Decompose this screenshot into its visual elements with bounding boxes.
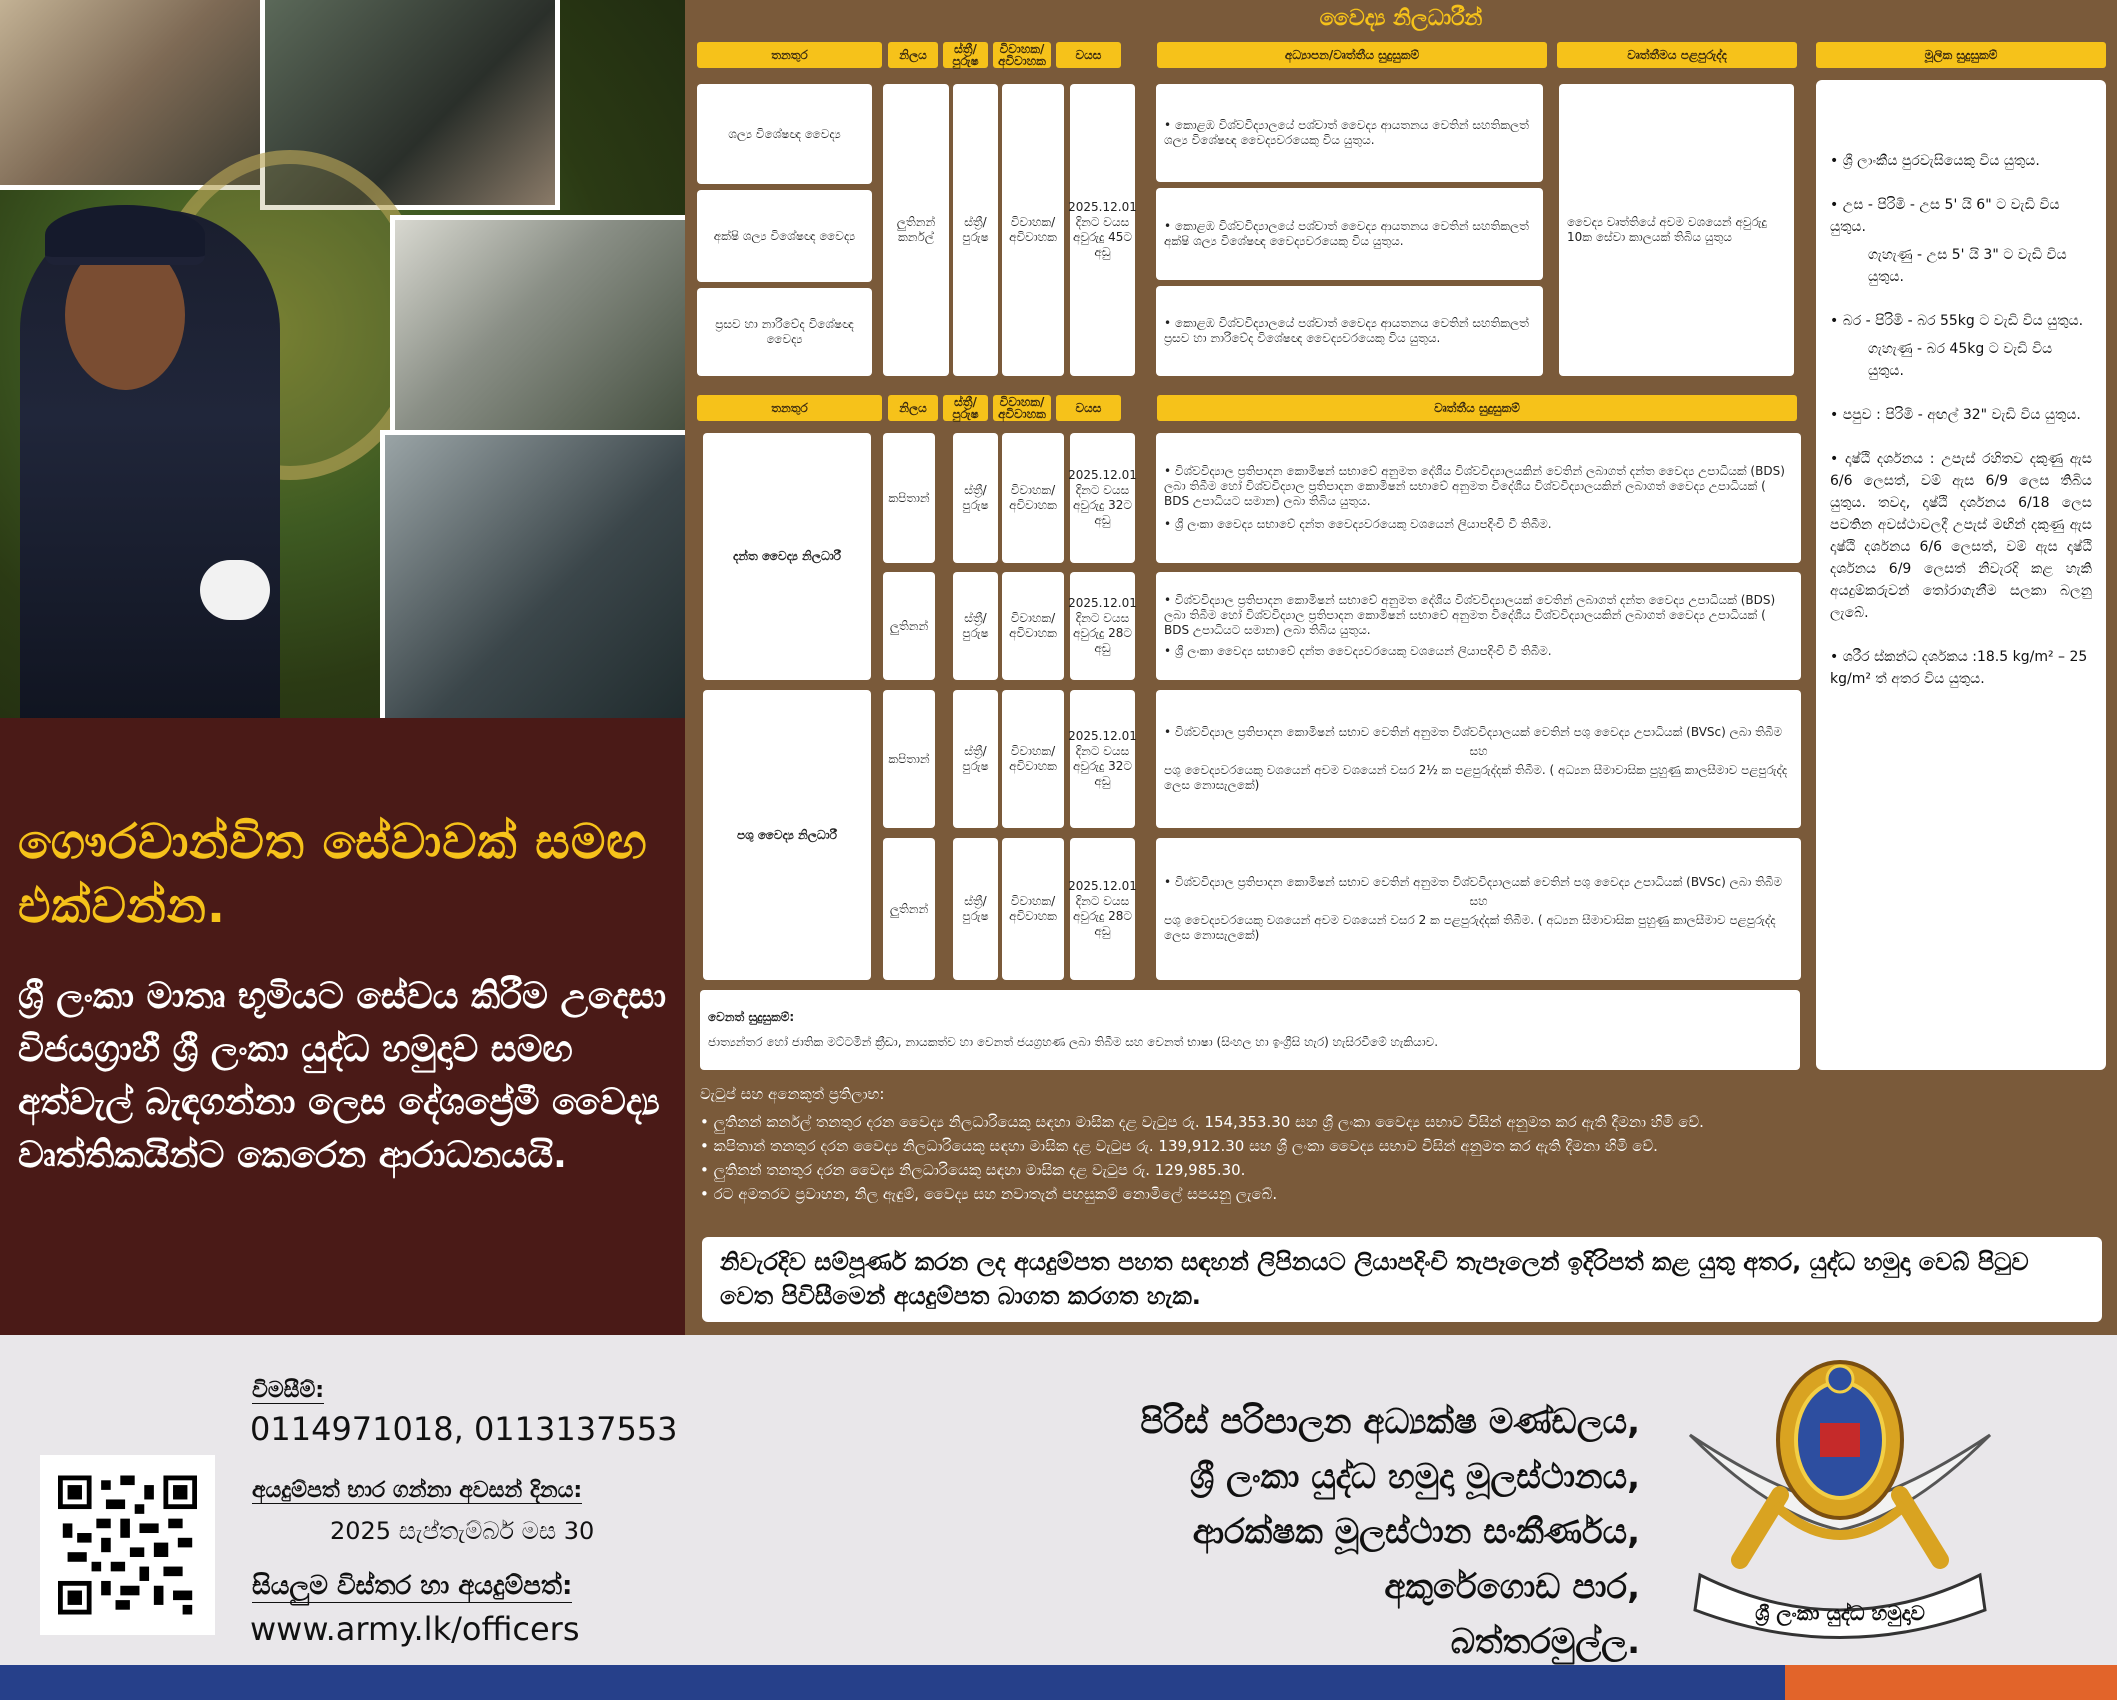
intro-text: ශ්‍රී ලංකා මාතෘ භූමියට සේවය කිරීම උදෙසා විජයග්‍රාහී ශ්‍රී ලංකා යුද්ධ හමුදාව සමඟ අත්වැල් බැඳගන්නා ලෙස දේශප්‍රේමී වෛද්‍ය වෘත්තිකයින්ට කෙරෙන ආරාධනයයි. [18,976,667,1176]
photo-collage [0,0,685,718]
address-line: ආරක්ෂක මූලස්ථාන සංකීර්ණය, [1192,1512,1640,1552]
vet-qual-2-experience: පශු වෛද්‍යවරයෙකු වශයෙන් අවම වශයෙන් වසර 2 ක පළපුරුද්දක් තිබීම. ( අධ්‍යන සීමාවාසික පුහුණු කාලසීමාව පළපුරුද්ද ලෙස නොසැලකේ) [1164,913,1776,942]
army-crest [1660,1345,2020,1655]
salary-item: • රට අමතරව ප්‍රවාහන, නිල ඇඳුම්, වෛද්‍ය සහ නවාතැන් පහසුකම් නොමිලේ සපයනු ලැබේ. [700,1182,2080,1206]
vet-gender-2: ස්ත්‍රී/ පුරුෂ [953,838,998,980]
dental-rank-captain: කපිතාන් [883,433,935,563]
postal-address [1040,1395,1640,1670]
vet-qual-2 [1156,838,1801,980]
t1-experience: වෛද්‍ය වෘත්තියේ අවම වශයෙන් අවුරුදු 10ක සේවා කාලයක් තිබිය යුතුය [1559,84,1794,376]
dental-qual-2-registration: • ශ්‍රී ලංකා වෛද්‍ය සභාවේ දන්ත වෛද්‍යවරයෙකු වශයෙන් ලියාපදිංචි වී තිබීම. [1164,644,1552,658]
officer-white-glove [200,560,270,620]
dental-age-1: 2025.12.01 දිනට වයස අවුරුදු 32ට අඩු [1070,433,1135,563]
t1-gender: ස්ත්‍රී/ පුරුෂ [953,84,998,376]
basic-weight-male: • බර - පිරිමි - බර 55kg ට වැඩි විය යුතුය. [1830,313,2084,329]
bottom-bar-accent [1785,1665,2117,1700]
dental-age-2: 2025.12.01 දිනට වයස අවුරුදු 28ට අඩු [1070,572,1135,680]
t1-header-age: වයස [1056,42,1121,68]
crest-motto: ශ්‍රී ලංකා යුද්ධ හමුදාව [1755,1601,1925,1625]
officer-cap [45,205,205,265]
dental-qual-1-registration: • ශ්‍රී ලංකා වෛද්‍ය සභාවේ දන්ත වෛද්‍යවරයෙකු වශයෙන් ලියාපදිංචි වී තිබීම. [1164,517,1552,531]
salary-list [700,1110,2080,1206]
t1-header-rank: නිලය [888,42,938,68]
other-qualifications-text: ජාත්‍යන්තර හෝ ජාතික මට්ටමින් ක්‍රීඩා, නායකත්ව හා වෙනත් ජයග්‍රහණ ලබා තිබීම සහ වෙනත් භාෂා (සිංහල හා ඉංග්‍රීසි හැර) හැසිරවීමේ හැකියාව. [708,1035,1439,1049]
t1-rank: ලුතිනන් කර්නල් [883,84,949,376]
details-label: සියලුම විස්තර හා අයදුම්පත්: [252,1571,573,1601]
section-title: වෛද්‍ය නිලධාරීන් [1319,6,1483,31]
vet-age-1: 2025.12.01 දිනට වයස අවුරුදු 32ට අඩු [1070,690,1135,828]
other-qualifications [700,990,1800,1070]
qr-code[interactable] [40,1455,215,1635]
t1-header-experience: වෘත්තීමය පළපුරුද්ද [1557,42,1797,68]
t1-post-obstetrician: ප්‍රසව හා නාරිවේද විශේෂඥ වෛද්‍ය [697,288,872,376]
basic-chest: • පපුව : පිරිමි - අඟල් 32" වැඩි විය යුතුය. [1830,407,2081,423]
t2-post-dental: දන්ත වෛද්‍ය නිලධාරී [703,433,871,680]
dental-qual-2 [1156,572,1801,680]
dental-marital-2: විවාහක/ අවිවාහක [1002,572,1064,680]
vet-gender-1: ස්ත්‍රී/ පුරුෂ [953,690,998,828]
dental-qual-2-degree: • විශ්වවිද්‍යාල ප්‍රතිපාදන කොමිෂන් සභාවේ අනුමත දේශීය විශ්වවිද්‍යාලයක් වෙතින් ලබාගත් දන්ත වෛද්‍ය උපාධියක් (BDS) ලබා තිබීම හෝ විශ්වවිද්‍යාල ප්‍රතිපාදන කොමිෂන් සභාවේ අනුමත විදේශීය විශ්වවිද්‍යාලයකින් ලබාගත් වෛද්‍ය උපාධියක් ( BDS උපාධියට සමාන) ලබා තිබිය යුතුය. [1164,593,1776,637]
t1-header-post: තනතුර [697,42,882,68]
t1-post-surgeon: ශල්‍ය විශේෂඥ වෛද්‍ය [697,84,872,184]
salary-item: • ලුතිනන් තනතුර දරන වෛද්‍ය නිලධාරියෙකු සඳහා මාසික දළ වැටුප රු. 129,985.30. [700,1158,2080,1182]
address-line: බත්තරමුල්ල. [1450,1622,1640,1662]
salary-item: • කපිතාන් තනතුර දරන වෛද්‍ය නිලධාරියෙකු සඳහා මාසික දළ වැටුප රු. 139,912.30 සහ ශ්‍රී ලංකා වෛද්‍ය සභාව විසින් අනුමත කර ඇති දීමනා හිමි වේ. [700,1134,2080,1158]
basic-height-female: ගැහැණු - උස 5' යි 3" ට වැඩි විය යුතුය. [1868,247,2067,285]
vet-qual-2-degree: • විශ්වවිද්‍යාල ප්‍රතිපාදන කොමිෂන් සභාව වෙතින් අනුමත විශ්වවිද්‍යාලයක් වෙතින් පශු වෛද්‍ය උපාධියක් (BVSc) ලබා තිබීම [1164,875,1783,889]
basic-weight-female: ගැහැණු - බර 45kg ට වැඩි විය යුතුය. [1868,341,2053,379]
address-line: ශ්‍රී ලංකා යුද්ධ හමුදා මූලස්ථානය, [1189,1457,1640,1497]
application-notice: නිවැරදිව සම්පූර්ණ කරන ලද අයදුම්පත පහත සඳහන් ලිපිනයට ලියාපදිංචි තැපෑලෙන් ඉදිරිපත් කළ යුතු අතර, යුද්ධ හමුදා වෙබ් පිටුව වෙත පිවිසීමෙන් අයදුම්පත බාගත කරගත හැක. [702,1237,2102,1322]
basic-qualifications [1816,80,2106,1070]
t2-header-qualifications: වෘත්තීය සුදුසුකම් [1157,395,1797,421]
dental-gender-2: ස්ත්‍රී/ පුරුෂ [953,572,998,680]
t1-qual-surgeon: • කොළඹ විශ්වවිද්‍යාලයේ පශ්චාත් වෛද්‍ය ආයතනය වෙතින් සහතිකලත් ශල්‍ය විශේෂඥ වෛද්‍යවරයෙකු විය යුතුය. [1156,84,1543,182]
dental-qual-1 [1156,433,1801,563]
phone-numbers[interactable]: 0114971018, 0113137553 [250,1410,678,1448]
t1-post-eye-surgeon: අක්ෂි ශල්‍ය විශේෂඥ වෛද්‍ය [697,190,872,282]
photo-lab-computer [380,430,685,718]
t1-marital: විවාහක/ අවිවාහක [1002,84,1064,376]
address-line: අකුරේගොඩ පාර, [1384,1567,1640,1607]
t2-header-post: තනතුර [697,395,882,421]
dental-gender-1: ස්ත්‍රී/ පුරුෂ [953,433,998,563]
vet-qual-1 [1156,690,1801,828]
vet-marital-2: විවාහක/ අවිවාහක [1002,838,1064,980]
address-line: පිරිස් පරිපාලන අධ්‍යක්ෂ මණ්ඩලය, [1140,1402,1640,1442]
t2-header-marital: විවාහක/අවිවාහක [993,395,1051,421]
photo-dental-treatment [390,215,685,455]
t2-post-vet: පශු වෛද්‍ය නිලධාරී [703,690,871,980]
vet-qual-1-experience: පශු වෛද්‍යවරයෙකු වශයෙන් අවම වශයෙන් වසර 2½ ක පළපුරුද්දක් තිබීම. ( අධ්‍යන සීමාවාසික පුහුණු කාලසීමාව පළපුරුද්ද ලෙස නොසැලකේ) [1164,763,1788,792]
basic-bmi: • ශරීර ස්කන්ධ දර්ශකය :18.5 kg/m² – 25 kg/m² ත් අතර විය යුතුය. [1830,649,2088,687]
salary-title: වැටුප් සහ අනෙකුත් ප්‍රතිලාභ: [700,1085,885,1103]
dental-rank-lieutenant: ලුතිනන් [883,572,935,680]
deadline-date: 2025 සැප්තැම්බර් මස 30 [330,1517,595,1545]
headline: ගෞරවාන්විත සේවාවක් සමඟ එක්වන්න. [18,814,648,934]
requirements-panel [685,0,2117,1335]
t1-header-qualifications: අධ්‍යාපන/වෘත්තීය සුදුසුකම් [1157,42,1547,68]
t2-header-age: වයස [1056,395,1121,421]
vet-qual-2-and: සහ [1469,894,1488,908]
t2-header-rank: නිලය [888,395,938,421]
basic-header: මූලික සුදුසුකම් [1816,42,2106,68]
vet-rank-lieutenant: ලුතිනන් [883,838,935,980]
deadline-label: අයදුම්පත් භාර ගන්නා අවසන් දිනය: [252,1478,583,1503]
t1-header-gender: ස්ත්‍රී/පුරුෂ [943,42,988,68]
basic-eyesight: • දෘෂ්ඨි දර්ශනය : උපැස් රහිතව දකුණු ඇස 6/6 ලෙසත්, වම් ඇස 6/9 ලෙස තිබිය යුතුය. තවද, දෘෂ්ඨි දර්ශනය 6/18 ලෙස පවතින අවස්ථාවලදී උපැස් මඟින් දකුණු ඇස දෘෂ්ඨි දර්ශනය 6/6 ලෙසත්, වම් ඇස දෘෂ්ඨි දර්ශනය 6/9 ලෙසත් නිවැරදි කළ හැකි අයදුම්කරුවන් තෝරාගැනීම සලකා බලනු ලැබේ. [1830,451,2092,621]
t1-qual-obstetrician: • කොළඹ විශ්වවිද්‍යාලයේ පශ්චාත් වෛද්‍ය ආයතනය වෙතින් සහතිකලත් ප්‍රසව හා නාරිවේද විශේෂඥ වෛද්‍යවරයෙකු විය යුතුය. [1156,286,1543,376]
dental-qual-1-degree: • විශ්වවිද්‍යාල ප්‍රතිපාදන කොමිෂන් සභාවේ අනුමත දේශීය විශ්වවිද්‍යාලයකින් වෙතින් ලබාගත් දන්ත වෛද්‍ය උපාධියක් (BDS) ලබා තිබීම හෝ විශ්වවිද්‍යාල ප්‍රතිපාදන කොමිෂන් සභාවේ අනුමත විදේශීය විශ්වවිද්‍යාලයකින් ලබාගත් වෛද්‍ය උපාධියක් ( BDS උපාධියට සමාන) ලබා තිබිය යුතුය. [1164,464,1785,508]
t1-header-marital: විවාහක/අවිවාහක [993,42,1051,68]
inquiry-label: විමසීම්: [252,1378,325,1403]
t1-qual-eye-surgeon: • කොළඹ විශ්වවිද්‍යාලයේ පශ්චාත් වෛද්‍ය ආයතනය වෙතින් සහතිකලත් අක්ෂි ශල්‍ය විශේෂඥ වෛද්‍යවරයෙකු විය යුතුය. [1156,188,1543,280]
salary-item: • ලුතිනන් කර්නල් තනතුර දරන වෛද්‍ය නිලධාරියෙකු සඳහා මාසික දළ වැටුප රු. 154,353.30 සහ ශ්‍රී ලංකා වෛද්‍ය සභාව විසින් අනුමත කර ඇති දීමනා හිමි වේ. [700,1110,2080,1134]
invitation-panel [0,718,685,1335]
vet-qual-1-degree: • විශ්වවිද්‍යාල ප්‍රතිපාදන කොමිෂන් සභාව වෙතින් අනුමත විශ්වවිද්‍යාලයක් වෙතින් පශු වෛද්‍ය උපාධියක් (BVSc) ලබා තිබීම [1164,725,1783,739]
army-crest-icon [1660,1345,2020,1655]
other-qualifications-title: වෙනත් සුදුසුකම්: [708,1010,795,1024]
qr-code-icon [58,1473,197,1617]
vet-rank-captain: කපිතාන් [883,690,935,828]
vet-marital-1: විවාහක/ අවිවාහක [1002,690,1064,828]
basic-height-male: • උස - පිරිමි - උස 5' යි 6" ට වැඩි විය යුතුය. [1830,197,2060,235]
footer [0,1335,2117,1665]
dental-marital-1: විවාහක/ අවිවාහක [1002,433,1064,563]
website-link[interactable]: www.army.lk/officers [250,1610,580,1648]
vet-qual-1-and: සහ [1469,744,1488,758]
vet-age-2: 2025.12.01 දිනට වයස අවුරුදු 28ට අඩු [1070,838,1135,980]
t2-header-gender: ස්ත්‍රී/පුරුෂ [943,395,988,421]
basic-citizen: • ශ්‍රී ලාංකීය පුරවැසියෙකු විය යුතුය. [1830,153,2040,169]
t1-age: 2025.12.01 දිනට වයස අවුරුදු 45ට අඩු [1070,84,1135,376]
